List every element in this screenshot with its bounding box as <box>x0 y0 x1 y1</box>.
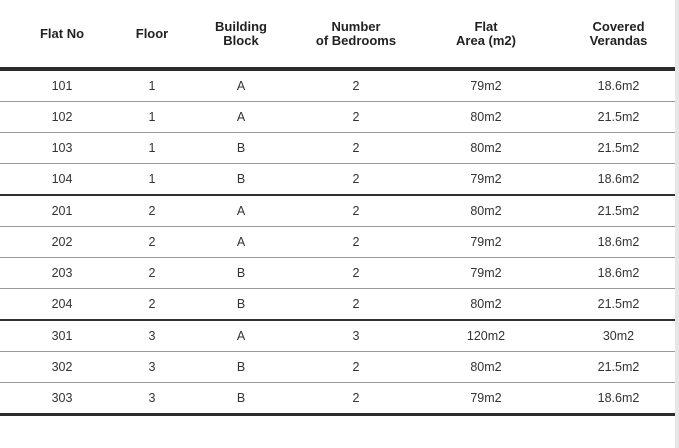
bedrooms-cell: 2 <box>302 195 410 227</box>
floor-cell: 2 <box>124 195 180 227</box>
verandas-cell: 18.6m2 <box>562 164 675 196</box>
verandas-cell: 21.5m2 <box>562 102 675 133</box>
building-block-cell: B <box>180 289 302 321</box>
floor-cell: 1 <box>124 164 180 196</box>
flat-no-cell: 103 <box>0 133 124 164</box>
table-header <box>0 0 675 69</box>
header-line: Floor <box>135 25 169 41</box>
table-row <box>0 383 675 415</box>
header-line: Area (m2) <box>456 32 516 48</box>
verandas-cell: 18.6m2 <box>562 258 675 289</box>
header-building-block <box>180 0 302 69</box>
bedrooms-cell: 2 <box>302 227 410 258</box>
building-block-cell: B <box>180 164 302 196</box>
flat-no-cell: 202 <box>0 227 124 258</box>
header-line: Covered <box>592 18 645 34</box>
verandas-cell: 18.6m2 <box>562 69 675 102</box>
table-row <box>0 164 675 196</box>
header-flat-area <box>410 0 562 69</box>
flat-no-cell: 101 <box>0 69 124 102</box>
flat-no-cell: 301 <box>0 320 124 352</box>
building-block-cell: A <box>180 320 302 352</box>
header-line: Building <box>215 18 267 34</box>
flat-area-cell: 79m2 <box>410 69 562 102</box>
table-row <box>0 69 675 102</box>
building-block-cell: A <box>180 195 302 227</box>
building-block-cell: B <box>180 352 302 383</box>
floor-cell: 2 <box>124 289 180 321</box>
floor-cell: 1 <box>124 69 180 102</box>
header-covered-verandas <box>562 0 675 69</box>
building-block-cell: A <box>180 227 302 258</box>
verandas-cell: 30m2 <box>562 320 675 352</box>
bedrooms-cell: 3 <box>302 320 410 352</box>
header-line: Flat No <box>39 25 85 41</box>
verandas-cell: 18.6m2 <box>562 227 675 258</box>
flat-area-cell: 80m2 <box>410 289 562 321</box>
table-row <box>0 102 675 133</box>
verandas-cell: 21.5m2 <box>562 195 675 227</box>
floor-cell: 3 <box>124 352 180 383</box>
header-flat-no <box>0 0 124 69</box>
verandas-cell: 18.6m2 <box>562 383 675 415</box>
table-row <box>0 352 675 383</box>
building-block-cell: A <box>180 102 302 133</box>
flat-area-cell: 79m2 <box>410 164 562 196</box>
building-block-cell: B <box>180 383 302 415</box>
table-row <box>0 195 675 227</box>
building-block-cell: B <box>180 133 302 164</box>
floor-cell: 3 <box>124 383 180 415</box>
flat-area-cell: 80m2 <box>410 133 562 164</box>
flat-area-cell: 120m2 <box>410 320 562 352</box>
header-line: of Bedrooms <box>315 32 397 48</box>
flat-area-cell: 79m2 <box>410 258 562 289</box>
table-row <box>0 289 675 321</box>
header-row <box>0 0 675 69</box>
header-line: Block <box>223 32 259 48</box>
flat-area-cell: 79m2 <box>410 383 562 415</box>
bedrooms-cell: 2 <box>302 383 410 415</box>
flat-no-cell: 302 <box>0 352 124 383</box>
header-line: Flat <box>474 18 498 34</box>
flat-area-cell: 80m2 <box>410 102 562 133</box>
bedrooms-cell: 2 <box>302 258 410 289</box>
flat-area-cell: 80m2 <box>410 195 562 227</box>
verandas-cell: 21.5m2 <box>562 352 675 383</box>
bedrooms-cell: 2 <box>302 102 410 133</box>
building-block-cell: A <box>180 69 302 102</box>
bedrooms-cell: 2 <box>302 352 410 383</box>
table-row <box>0 258 675 289</box>
flat-area-cell: 79m2 <box>410 227 562 258</box>
header-number-of-bedrooms <box>302 0 410 69</box>
table-row <box>0 320 675 352</box>
floor-cell: 3 <box>124 320 180 352</box>
flat-no-cell: 303 <box>0 383 124 415</box>
flat-no-cell: 203 <box>0 258 124 289</box>
flat-no-cell: 204 <box>0 289 124 321</box>
verandas-cell: 21.5m2 <box>562 289 675 321</box>
flat-no-cell: 201 <box>0 195 124 227</box>
flat-no-cell: 102 <box>0 102 124 133</box>
header-line: Number <box>331 18 381 34</box>
building-block-cell: B <box>180 258 302 289</box>
flat-no-cell: 104 <box>0 164 124 196</box>
floor-cell: 2 <box>124 258 180 289</box>
table-row <box>0 227 675 258</box>
bedrooms-cell: 2 <box>302 69 410 102</box>
flat-area-cell: 80m2 <box>410 352 562 383</box>
bedrooms-cell: 2 <box>302 133 410 164</box>
header-line: Verandas <box>589 32 648 48</box>
floor-cell: 1 <box>124 102 180 133</box>
floor-cell: 2 <box>124 227 180 258</box>
bedrooms-cell: 2 <box>302 289 410 321</box>
bedrooms-cell: 2 <box>302 164 410 196</box>
verandas-cell: 21.5m2 <box>562 133 675 164</box>
floor-cell: 1 <box>124 133 180 164</box>
table-row <box>0 133 675 164</box>
table-body <box>0 69 675 415</box>
right-edge-strip <box>675 0 679 448</box>
header-floor <box>124 0 180 69</box>
